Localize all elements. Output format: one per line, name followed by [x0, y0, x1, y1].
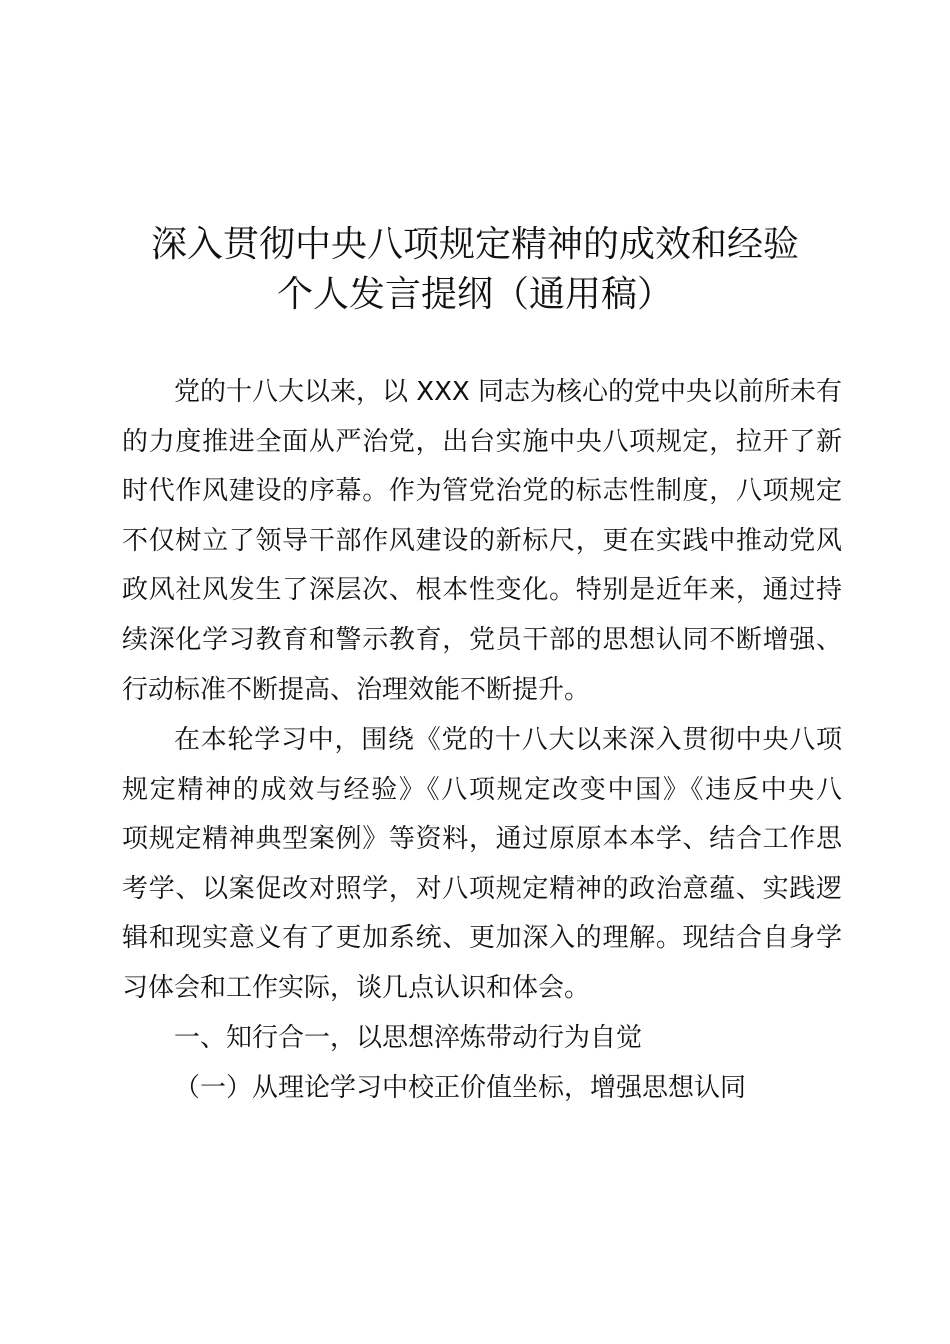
- paragraph-line: 考学、以案促改对照学，对八项规定精神的政治意蕴、实践逻: [122, 873, 842, 904]
- document-title-line-1: 深入贯彻中央八项规定精神的成效和经验: [150, 224, 799, 265]
- paragraph-line: 行动标准不断提高、治理效能不断提升。: [122, 674, 591, 705]
- paragraph-line: 习体会和工作实际，谈几点认识和体会。: [122, 972, 591, 1003]
- paragraph-line: 的力度推进全面从严治党，出台实施中央八项规定，拉开了新: [122, 426, 842, 457]
- subsection-heading-1: （一）从理论学习中校正价值坐标，增强思想认同: [174, 1073, 747, 1103]
- section-heading-1: 一、知行合一，以思想淬炼带动行为自觉: [174, 1023, 643, 1053]
- document-title-line-2: 个人发言提纲（通用稿）: [276, 274, 673, 315]
- paragraph-line: 不仅树立了领导干部作风建设的新标尺，更在实践中推动党风: [122, 525, 842, 556]
- paragraph-line: 党的十八大以来，以 XXX 同志为核心的党中央以前所未有: [174, 377, 842, 407]
- paragraph-line: 政风社风发生了深层次、根本性变化。特别是近年来，通过持: [122, 575, 842, 606]
- paragraph-line: 在本轮学习中，围绕《党的十八大以来深入贯彻中央八项: [174, 725, 842, 755]
- paragraph-1: [122, 368, 842, 715]
- paragraph-line: 时代作风建设的序幕。作为管党治党的标志性制度，八项规定: [122, 476, 842, 507]
- paragraph-line: 规定精神的成效与经验》《八项规定改变中国》《违反中央八: [122, 774, 842, 805]
- paragraph-line: 辑和现实意义有了更加系统、更加深入的理解。现结合自身学: [122, 923, 842, 954]
- paragraph-2: [122, 716, 842, 1014]
- paragraph-line: 续深化学习教育和警示教育，党员干部的思想认同不断增强、: [122, 624, 842, 655]
- paragraph-line: 项规定精神典型案例》等资料，通过原原本本学、结合工作思: [122, 824, 842, 855]
